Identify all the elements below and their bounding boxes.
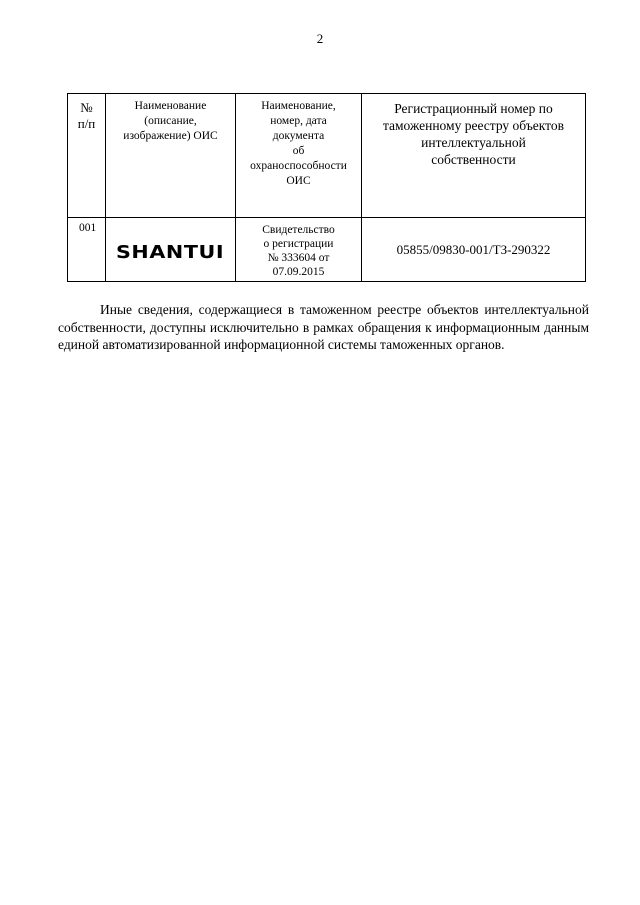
header-document-line: об xyxy=(292,145,305,157)
table-header-row xyxy=(68,94,586,218)
row-document-line: 07.09.2015 xyxy=(272,266,325,278)
header-ip-name-line: изображение) ОИС xyxy=(123,130,218,142)
row-document-line: № 333604 от xyxy=(267,252,330,264)
header-document-line: охраноспособности xyxy=(250,160,347,172)
page-number: 2 xyxy=(316,31,324,46)
ip-registry-table xyxy=(67,93,586,282)
header-registration-line: Регистрационный номер по xyxy=(394,101,553,116)
header-document xyxy=(236,94,362,218)
header-number-line: п/п xyxy=(77,116,96,131)
header-registration-line: интеллектуальной xyxy=(421,135,526,150)
header-document-line: ОИС xyxy=(286,175,311,187)
header-number xyxy=(68,94,106,218)
header-registration-number xyxy=(362,94,586,218)
header-number-line: № xyxy=(80,100,93,115)
row-number: 001 xyxy=(68,218,106,282)
row-document-line: о регистрации xyxy=(263,238,334,250)
header-ip-name xyxy=(106,94,236,218)
header-document-line: документа xyxy=(272,130,325,142)
header-ip-name-line: (описание, xyxy=(144,115,197,127)
row-document xyxy=(236,218,362,282)
header-document-line: номер, дата xyxy=(270,115,327,127)
header-registration-line: собственности xyxy=(431,152,516,167)
header-registration-line: таможенному реестру объектов xyxy=(382,118,565,133)
row-ip-image xyxy=(106,218,236,282)
row-registration-number: 05855/09830-001/ТЗ-290322 xyxy=(362,218,586,282)
table-row xyxy=(68,218,586,282)
info-paragraph: Иные сведения, содержащиеся в таможенном реестре объектов интеллектуальной собственности, доступны исключительно в рамках обращения к информационным данным единой автоматизированной информационной системы таможенных органов. xyxy=(58,302,589,353)
header-ip-name-line: Наименование xyxy=(134,100,207,112)
row-document-line: Свидетельство xyxy=(262,224,335,236)
header-document-line: Наименование, xyxy=(261,100,336,112)
shantui-logo: SHANTUI xyxy=(116,242,225,263)
